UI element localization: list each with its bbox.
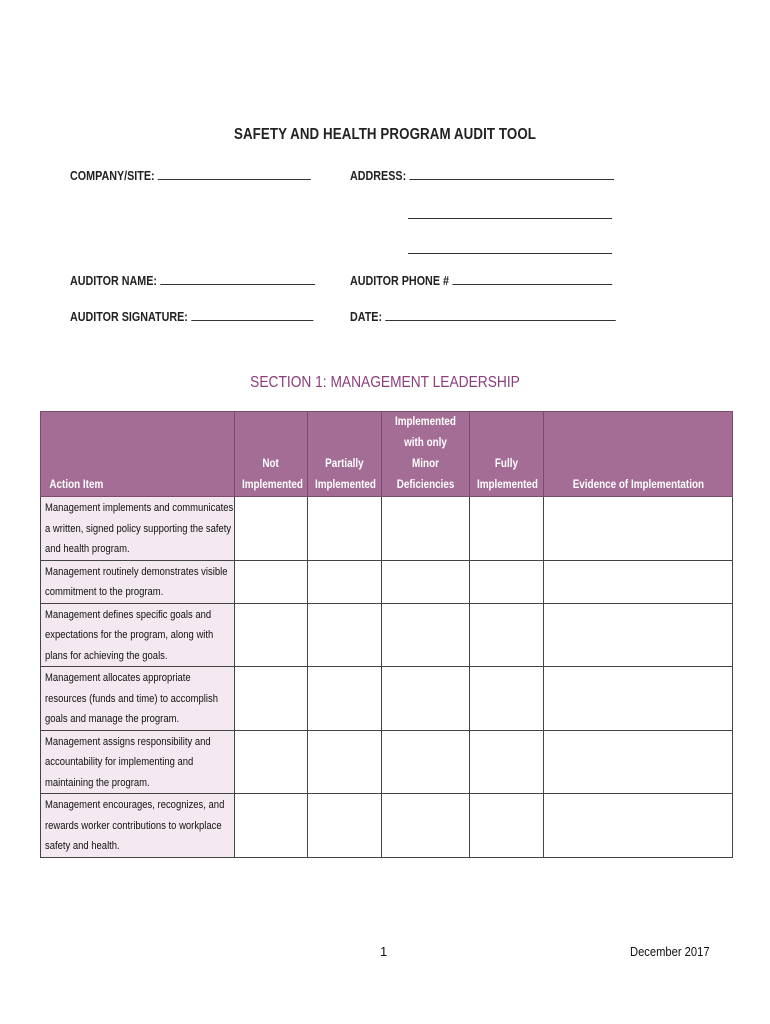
table-row bbox=[41, 667, 733, 731]
minor-deficiencies-cell[interactable] bbox=[382, 794, 470, 858]
action-item-cell: Management implements and communicates a written, signed policy supporting the safety and health program. bbox=[41, 497, 235, 561]
auditor-signature-field[interactable] bbox=[70, 310, 313, 324]
fully-implemented-cell[interactable] bbox=[470, 667, 544, 731]
table-row bbox=[41, 794, 733, 858]
evidence-cell[interactable] bbox=[544, 560, 733, 603]
not-implemented-cell[interactable] bbox=[235, 730, 308, 794]
auditor-phone-field[interactable] bbox=[350, 274, 612, 288]
action-item-cell: Management defines specific goals and expectations for the program, along with plans for achieving the goals. bbox=[41, 603, 235, 667]
minor-deficiencies-cell[interactable] bbox=[382, 560, 470, 603]
company-site-line bbox=[158, 178, 311, 180]
header-fully-implemented: Fully Implemented bbox=[470, 412, 544, 497]
document-title: SAFETY AND HEALTH PROGRAM AUDIT TOOL bbox=[233, 126, 537, 143]
date-label: DATE: bbox=[350, 310, 383, 324]
header-action-item: Action Item bbox=[41, 412, 235, 497]
auditor-name-line bbox=[160, 283, 315, 285]
action-item-cell: Management allocates appropriate resources (funds and time) to accomplish goals and manage the program. bbox=[41, 667, 235, 731]
header-partially-implemented: Partially Implemented bbox=[308, 412, 382, 497]
table-row bbox=[41, 560, 733, 603]
fully-implemented-cell[interactable] bbox=[470, 603, 544, 667]
not-implemented-cell[interactable] bbox=[235, 794, 308, 858]
section-title: SECTION 1: MANAGEMENT LEADERSHIP bbox=[250, 374, 520, 391]
date-field[interactable] bbox=[350, 310, 616, 324]
not-implemented-cell[interactable] bbox=[235, 667, 308, 731]
table-row bbox=[41, 603, 733, 667]
action-item-cell: Management encourages, recognizes, and rewards worker contributions to workplace safety and health. bbox=[41, 794, 235, 858]
minor-deficiencies-cell[interactable] bbox=[382, 667, 470, 731]
minor-deficiencies-cell[interactable] bbox=[382, 603, 470, 667]
not-implemented-cell[interactable] bbox=[235, 603, 308, 667]
not-implemented-cell[interactable] bbox=[235, 497, 308, 561]
address-label: ADDRESS: bbox=[350, 169, 407, 183]
address-line-3[interactable] bbox=[408, 253, 612, 254]
auditor-name-label: AUDITOR NAME: bbox=[70, 274, 157, 288]
evidence-cell[interactable] bbox=[544, 667, 733, 731]
partially-implemented-cell[interactable] bbox=[308, 667, 382, 731]
partially-implemented-cell[interactable] bbox=[308, 497, 382, 561]
evidence-cell[interactable] bbox=[544, 794, 733, 858]
address-field[interactable] bbox=[350, 169, 614, 183]
minor-deficiencies-cell[interactable] bbox=[382, 730, 470, 794]
table-row bbox=[41, 497, 733, 561]
table-header-row bbox=[41, 412, 733, 497]
header-minor-deficiencies: Implemented with only Minor Deficiencies bbox=[382, 412, 470, 497]
action-item-cell: Management assigns responsibility and accountability for implementing and maintaining the program. bbox=[41, 730, 235, 794]
company-site-label: COMPANY/SITE: bbox=[70, 169, 155, 183]
evidence-cell[interactable] bbox=[544, 497, 733, 561]
fully-implemented-cell[interactable] bbox=[470, 794, 544, 858]
footer-date: December 2017 bbox=[630, 944, 710, 959]
auditor-signature-line bbox=[191, 319, 313, 321]
fully-implemented-cell[interactable] bbox=[470, 560, 544, 603]
address-line-2[interactable] bbox=[408, 218, 612, 219]
page-number: 1 bbox=[380, 944, 388, 959]
partially-implemented-cell[interactable] bbox=[308, 794, 382, 858]
evidence-cell[interactable] bbox=[544, 603, 733, 667]
auditor-signature-label: AUDITOR SIGNATURE: bbox=[70, 310, 188, 324]
company-site-field[interactable] bbox=[70, 169, 311, 183]
partially-implemented-cell[interactable] bbox=[308, 603, 382, 667]
date-line bbox=[385, 319, 615, 321]
auditor-phone-line bbox=[452, 283, 612, 285]
not-implemented-cell[interactable] bbox=[235, 560, 308, 603]
auditor-phone-label: AUDITOR PHONE # bbox=[350, 274, 449, 288]
table-row bbox=[41, 730, 733, 794]
header-not-implemented: Not Implemented bbox=[235, 412, 308, 497]
address-line bbox=[410, 178, 615, 180]
fully-implemented-cell[interactable] bbox=[470, 730, 544, 794]
header-evidence: Evidence of Implementation bbox=[544, 412, 733, 497]
audit-table bbox=[40, 411, 733, 858]
minor-deficiencies-cell[interactable] bbox=[382, 497, 470, 561]
partially-implemented-cell[interactable] bbox=[308, 730, 382, 794]
action-item-cell: Management routinely demonstrates visible commitment to the program. bbox=[41, 560, 235, 603]
partially-implemented-cell[interactable] bbox=[308, 560, 382, 603]
auditor-name-field[interactable] bbox=[70, 274, 315, 288]
fully-implemented-cell[interactable] bbox=[470, 497, 544, 561]
evidence-cell[interactable] bbox=[544, 730, 733, 794]
